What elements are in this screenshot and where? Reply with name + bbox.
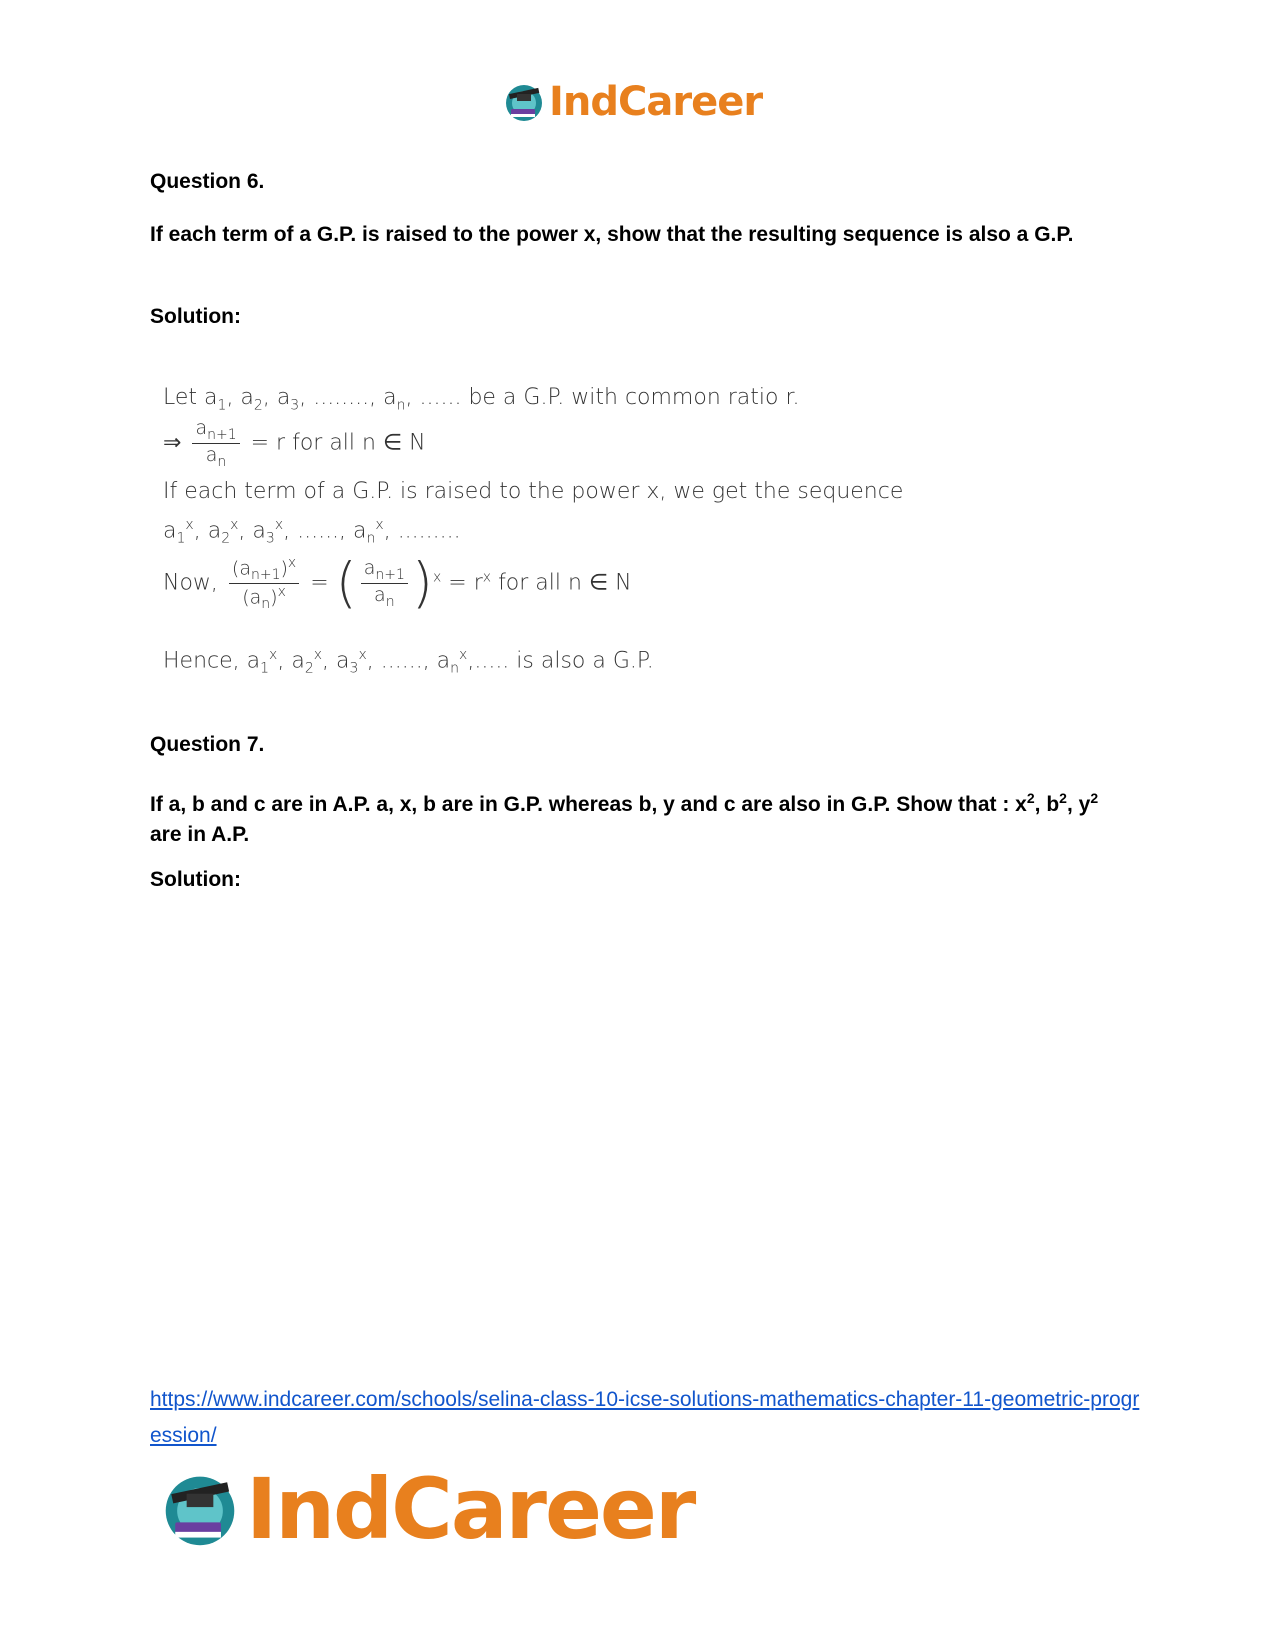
question-7-solution-label: Solution: bbox=[150, 868, 241, 891]
solution-6-figure bbox=[155, 385, 955, 705]
question-6-solution-label: Solution: bbox=[150, 305, 241, 328]
header-logo bbox=[503, 78, 762, 126]
question-6-text: If each term of a G.P. is raised to the power x, show that the resulting sequence is also a G.P. bbox=[150, 223, 1074, 246]
source-link[interactable]: https://www.indcareer.com/schools/selina-class-10-icse-solutions-mathematics-chapter-11-geometric-progression/ bbox=[150, 1388, 1140, 1447]
power-fraction-left: $\frac{(a_{n+1})^x}{(a_n)^x}$ bbox=[229, 555, 299, 612]
question-6-heading: Question 6. bbox=[150, 170, 265, 193]
graduation-globe-icon bbox=[160, 1469, 240, 1549]
solution-line-1: Let $a_1$, $a_2$, $a_3$, ........, $a_n$, ...... be a G.P. with common ratio r. bbox=[163, 385, 800, 414]
solution-line-2: ⇒ $\frac{a_{n+1}}{a_n}$ = r for all n ∈ N bbox=[163, 417, 426, 470]
logo-wordmark: IndCareer bbox=[246, 1460, 695, 1558]
solution-line-4: $a_1^x$, $a_2^x$, $a_3^x$, ......, $a_n^x$, ......... bbox=[163, 517, 461, 547]
graduation-globe-icon bbox=[503, 81, 545, 123]
solution-line-3: If each term of a G.P. is raised to the power x, we get the sequence bbox=[163, 479, 904, 504]
solution-line-6: Hence, $a_1^x$, $a_2^x$, $a_3^x$, ......, $a_n^x$,..... is also a G.P. bbox=[163, 647, 654, 677]
solution-line-5: Now, $\frac{(a_{n+1})^x}{(a_n)^x}$ = ( $\frac{a_{n+1}}{a_n}$ )$^x = r^x$ for all n ∈ N bbox=[163, 551, 632, 615]
question-7-text: If a, b and c are in A.P. a, x, b are in G.P. whereas b, y and c are also in G.P. Show that : $x^2$, $b^2$, $y^2$ are in A.P. bbox=[150, 790, 1099, 846]
question-7-heading: Question 7. bbox=[150, 733, 265, 756]
logo-wordmark: IndCareer bbox=[549, 79, 763, 125]
power-fraction-right: $\frac{a_{n+1}}{a_n}$ bbox=[361, 557, 408, 610]
footer-logo bbox=[160, 1460, 695, 1558]
ratio-fraction: $\frac{a_{n+1}}{a_n}$ bbox=[192, 417, 239, 470]
